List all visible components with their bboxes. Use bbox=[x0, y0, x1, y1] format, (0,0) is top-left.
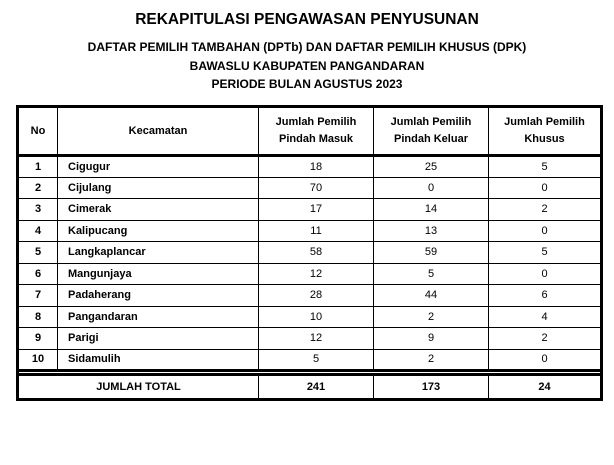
row-kecamatan: Cimerak bbox=[58, 199, 259, 221]
total-row bbox=[18, 375, 602, 400]
table-row bbox=[18, 285, 602, 307]
row-no: 9 bbox=[18, 328, 58, 350]
total-khusus: 24 bbox=[489, 375, 602, 400]
header-khusus-line2: Khusus bbox=[524, 133, 565, 145]
row-khusus: 0 bbox=[489, 220, 602, 242]
row-khusus: 2 bbox=[489, 199, 602, 221]
row-no: 1 bbox=[18, 156, 58, 178]
row-pindah-keluar: 2 bbox=[374, 306, 489, 328]
row-khusus: 6 bbox=[489, 285, 602, 307]
header-no: No bbox=[18, 107, 58, 156]
row-no: 6 bbox=[18, 263, 58, 285]
row-khusus: 0 bbox=[489, 263, 602, 285]
table-row bbox=[18, 349, 602, 371]
header-pindah-keluar-line2: Pindah Keluar bbox=[394, 133, 468, 145]
total-pindah-masuk: 241 bbox=[259, 375, 374, 400]
row-no: 4 bbox=[18, 220, 58, 242]
row-khusus: 0 bbox=[489, 177, 602, 199]
row-pindah-masuk: 28 bbox=[259, 285, 374, 307]
row-no: 10 bbox=[18, 349, 58, 371]
row-pindah-keluar: 25 bbox=[374, 156, 489, 178]
row-pindah-masuk: 12 bbox=[259, 328, 374, 350]
report-header bbox=[0, 10, 614, 94]
table-row bbox=[18, 177, 602, 199]
total-label: JUMLAH TOTAL bbox=[18, 375, 259, 400]
row-pindah-keluar: 5 bbox=[374, 263, 489, 285]
report-subtitle-dpt: DAFTAR PEMILIH TAMBAHAN (DPTb) DAN DAFTAR PEMILIH KHUSUS (DPK) bbox=[87, 40, 527, 54]
row-pindah-keluar: 59 bbox=[374, 242, 489, 264]
report-subtitle-bawaslu: BAWASLU KABUPATEN PANGANDARAN bbox=[189, 58, 425, 73]
header-kecamatan: Kecamatan bbox=[58, 107, 259, 156]
header-khusus-line1: Jumlah Pemilih bbox=[504, 116, 585, 128]
row-kecamatan: Cijulang bbox=[58, 177, 259, 199]
row-kecamatan: Kalipucang bbox=[58, 220, 259, 242]
table-row bbox=[18, 156, 602, 178]
row-pindah-masuk: 70 bbox=[259, 177, 374, 199]
row-khusus: 5 bbox=[489, 242, 602, 264]
row-kecamatan: Padaherang bbox=[58, 285, 259, 307]
row-kecamatan: Pangandaran bbox=[58, 306, 259, 328]
table-row bbox=[18, 328, 602, 350]
header-pindah-keluar bbox=[374, 107, 489, 156]
table-header-row bbox=[18, 107, 602, 156]
table-row bbox=[18, 242, 602, 264]
row-pindah-keluar: 13 bbox=[374, 220, 489, 242]
row-kecamatan: Sidamulih bbox=[58, 349, 259, 371]
row-pindah-masuk: 5 bbox=[259, 349, 374, 371]
row-khusus: 4 bbox=[489, 306, 602, 328]
row-khusus: 2 bbox=[489, 328, 602, 350]
row-pindah-masuk: 11 bbox=[259, 220, 374, 242]
row-no: 8 bbox=[18, 306, 58, 328]
row-khusus: 0 bbox=[489, 349, 602, 371]
row-pindah-masuk: 18 bbox=[259, 156, 374, 178]
row-kecamatan: Langkaplancar bbox=[58, 242, 259, 264]
row-kecamatan: Mangunjaya bbox=[58, 263, 259, 285]
total-pindah-keluar: 173 bbox=[374, 375, 489, 400]
header-pindah-masuk-line1: Jumlah Pemilih bbox=[275, 116, 357, 128]
row-kecamatan: Cigugur bbox=[58, 156, 259, 178]
header-khusus bbox=[489, 107, 602, 156]
row-pindah-masuk: 17 bbox=[259, 199, 374, 221]
table-row bbox=[18, 263, 602, 285]
header-pindah-masuk bbox=[259, 107, 374, 156]
table-body bbox=[18, 156, 602, 371]
row-khusus: 5 bbox=[489, 156, 602, 178]
report-title: REKAPITULASI PENGAWASAN PENYUSUNAN bbox=[135, 11, 479, 28]
row-pindah-keluar: 9 bbox=[374, 328, 489, 350]
table-row bbox=[18, 199, 602, 221]
report-subtitle-period: PERIODE BULAN AGUSTUS 2023 bbox=[211, 77, 403, 91]
recap-table bbox=[16, 105, 603, 401]
row-kecamatan: Parigi bbox=[58, 328, 259, 350]
header-pindah-keluar-line1: Jumlah Pemilih bbox=[390, 116, 472, 128]
row-no: 5 bbox=[18, 242, 58, 264]
row-pindah-keluar: 2 bbox=[374, 349, 489, 371]
row-pindah-masuk: 10 bbox=[259, 306, 374, 328]
row-no: 7 bbox=[18, 285, 58, 307]
row-pindah-keluar: 44 bbox=[374, 285, 489, 307]
row-no: 2 bbox=[18, 177, 58, 199]
row-pindah-keluar: 14 bbox=[374, 199, 489, 221]
table-row bbox=[18, 306, 602, 328]
row-no: 3 bbox=[18, 199, 58, 221]
row-pindah-keluar: 0 bbox=[374, 177, 489, 199]
row-pindah-masuk: 12 bbox=[259, 263, 374, 285]
table-row bbox=[18, 220, 602, 242]
row-pindah-masuk: 58 bbox=[259, 242, 374, 264]
header-pindah-masuk-line2: Pindah Masuk bbox=[279, 133, 353, 145]
